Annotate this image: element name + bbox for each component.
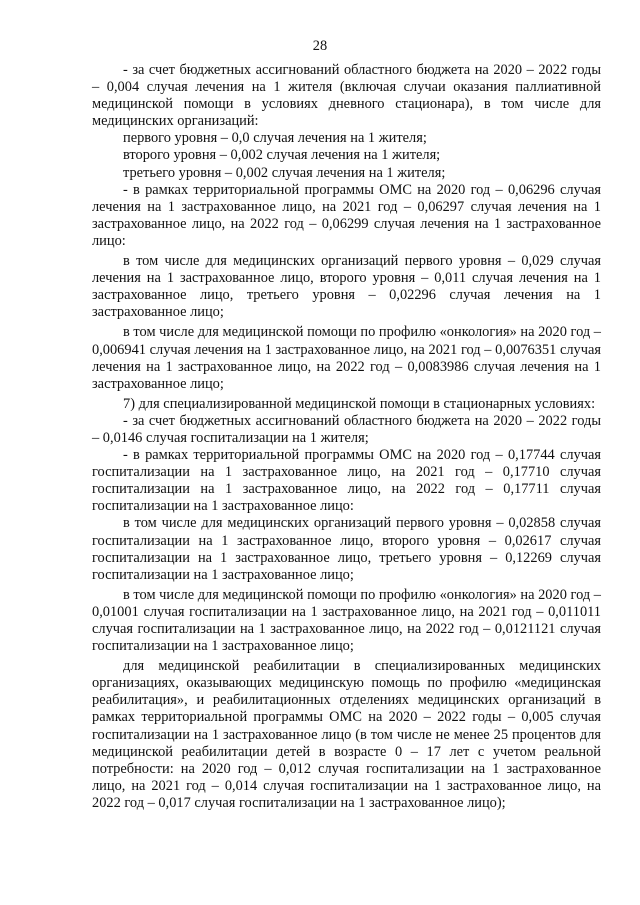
paragraph-item-7-heading: 7) для специализированной медицинской помощи в стационарных условиях: xyxy=(123,395,596,412)
paragraph-budget-hospitalization: - за счет бюджетных ассигнований областного бюджета на 2020 – 2022 годы – 0,0146 случая госпитализации на 1 жителя; xyxy=(92,412,601,446)
paragraph-oms-hospitalization: - в рамках территориальной программы ОМС на 2020 год – 0,17744 случая госпитализации на 1 застрахованное лицо, на 2021 год – 0,17710 случая госпитализации на 1 застрахованное лицо, на 2022 год – 0,17711 случая госпитализации на 1 застрахованное лицо: xyxy=(92,447,601,515)
document-body xyxy=(92,62,601,812)
paragraph-medical-rehabilitation: для медицинской реабилитации в специализированных медицинских организациях, оказывающих медицинскую помощь по профилю «медицинская реабилитация», и реабилитационных отделениях медицинских организаций в рамках территориальной программы ОМС на 2020 – 2022 годы – 0,005 случая госпитализации на 1 застрахованное лицо (в том числе не менее 25 процентов для медицинской реабилитации детей в возрасте 0 – 17 лет с учетом реальной потребности: на 2020 год – 0,012 случая госпитализации на 1 застрахованное лицо, на 2021 год – 0,014 случая госпитализации на 1 застрахованное лицо, на 2022 год – 0,017 случая госпитализации на 1 застрахованное лицо); xyxy=(92,658,601,811)
paragraph-level-3: третьего уровня – 0,002 случая лечения на 1 жителя; xyxy=(123,164,446,181)
paragraph-hospitalization-levels: в том числе для медицинских организаций первого уровня – 0,02858 случая госпитализации на 1 застрахованное лицо, второго уровня – 0,02617 случая госпитализации на 1 застрахованное лицо, третьего уровня – 0,12269 случая госпитализации на 1 застрахованное лицо; xyxy=(92,515,601,583)
paragraph-oncology-day: в том числе для медицинской помощи по профилю «онкология» на 2020 год – 0,006941 случая лечения на 1 застрахованное лицо, на 2021 год – 0,0076351 случая лечения на 1 застрахованное лицо, на 2022 год – 0,0083986 случая лечения на 1 застрахованное лицо; xyxy=(92,324,601,392)
paragraph-level-2: второго уровня – 0,002 случая лечения на 1 жителя; xyxy=(123,147,441,164)
paragraph-budget-day-hospital: - за счет бюджетных ассигнований областного бюджета на 2020 – 2022 годы – 0,004 случая лечения на 1 жителя (включая случаи оказания паллиативной медицинской помощи в условиях дневного стационара), в том числе для медицинских организаций: xyxy=(92,62,601,130)
paragraph-oncology-hospitalization: в том числе для медицинской помощи по профилю «онкология» на 2020 год – 0,01001 случая госпитализации на 1 застрахованное лицо, на 2021 год – 0,011011 случая госпитализации на 1 застрахованное лицо, на 2022 год – 0,0121121 случая госпитализации на 1 застрахованное лицо; xyxy=(92,586,601,655)
page-number: 28 xyxy=(312,38,328,54)
paragraph-oms-day-hospital: - в рамках территориальной программы ОМС на 2020 год – 0,06296 случая лечения на 1 застрахованное лицо, на 2021 год – 0,06297 случая лечения на 1 застрахованное лицо, на 2022 год – 0,06299 случая лечения на 1 застрахованное лицо: xyxy=(92,181,601,249)
paragraph-oms-levels: в том числе для медицинских организаций первого уровня – 0,029 случая лечения на 1 застрахованное лицо, второго уровня – 0,011 случая лечения на 1 застрахованное лицо, третьего уровня – 0,02296 случая лечения на 1 застрахованное лицо; xyxy=(92,253,601,321)
paragraph-level-1: первого уровня – 0,0 случая лечения на 1 жителя; xyxy=(123,130,427,147)
